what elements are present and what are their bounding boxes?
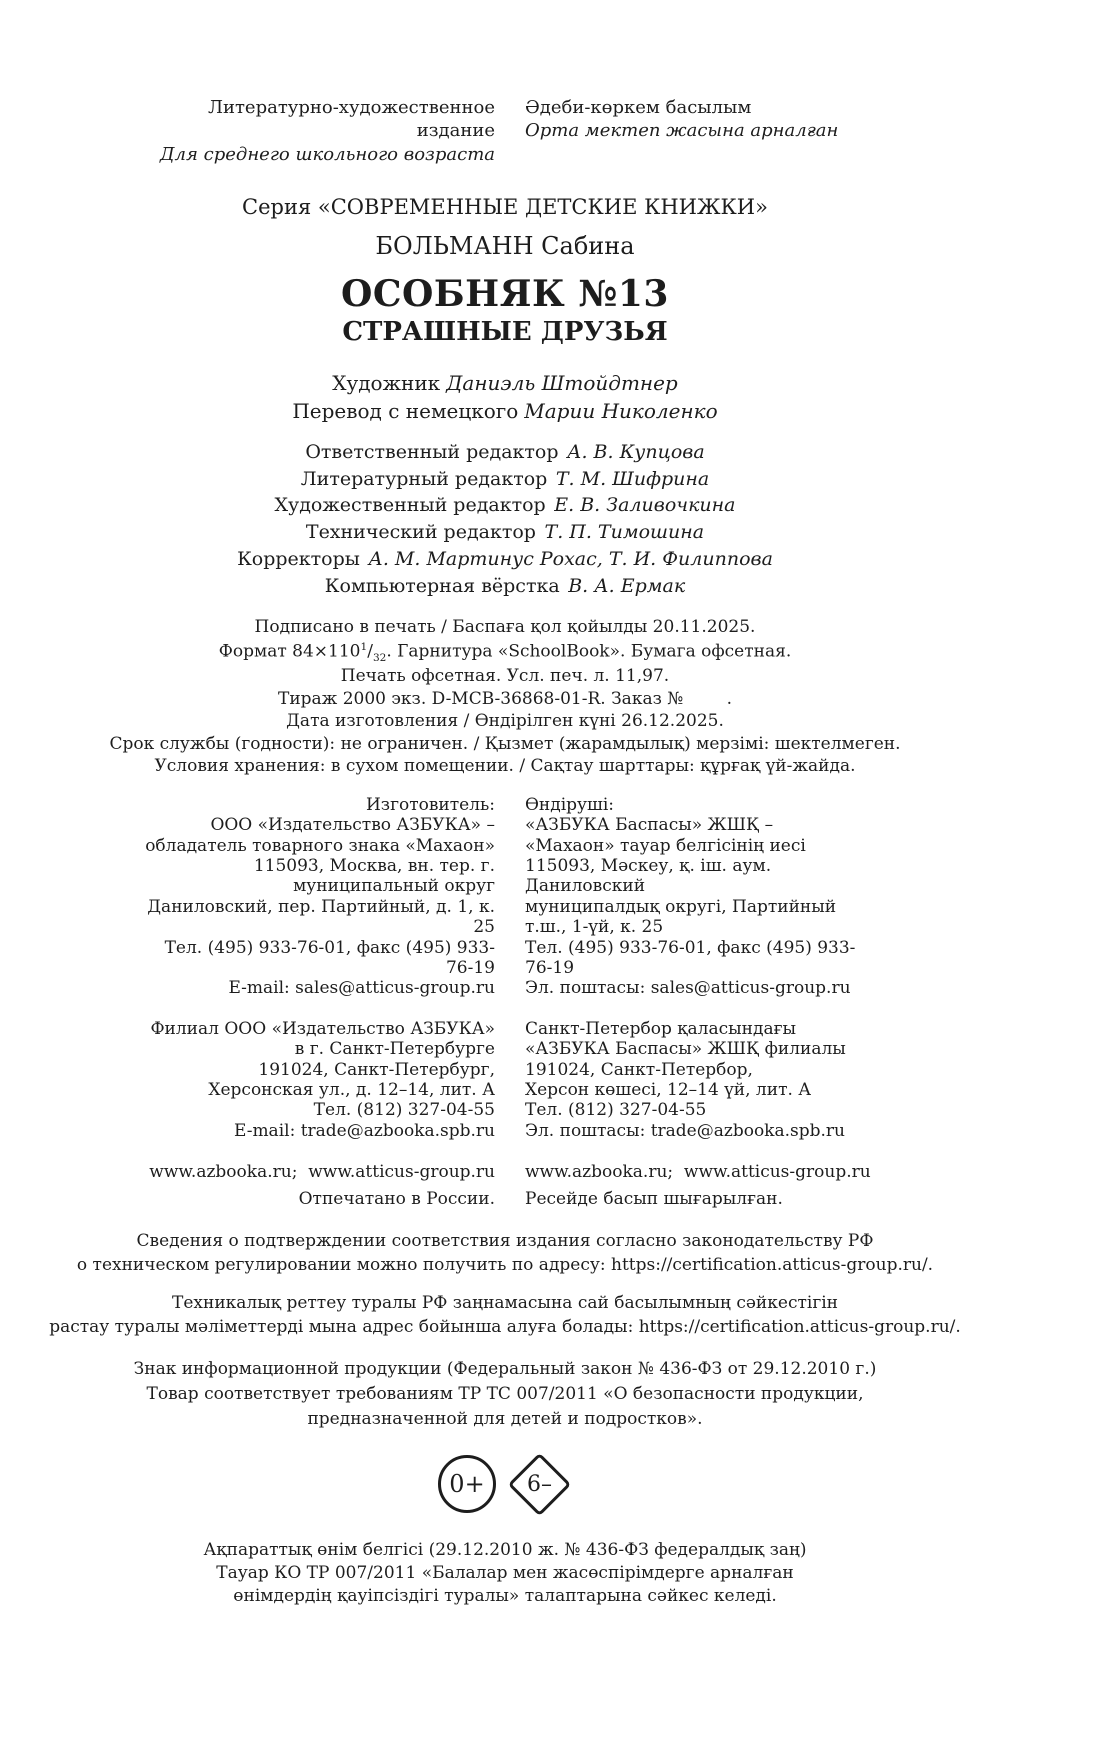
credit-role: Литературный редактор <box>300 467 548 490</box>
footer-kz-line: Ақпараттық өнім белгісі (29.12.2010 ж. № 436-ФЗ федералдық заң) <box>203 1540 807 1561</box>
credit-line <box>0 439 1010 466</box>
format-prefix: Формат 84×110 <box>218 641 361 662</box>
credit-role: Корректоры <box>237 548 360 571</box>
translator-line <box>0 397 1010 425</box>
maker-kz <box>525 795 882 999</box>
credit-name: Т. П. Тимошина <box>544 521 705 544</box>
age-mark-diamond-icon <box>506 1451 572 1517</box>
credit-line <box>0 546 1010 573</box>
branch-kz-phone: Тел. (812) 327-04-55 <box>525 1100 707 1121</box>
maker-kz-line: муниципалдық округі, Партийный т.ш., 1-үй, к. 25 <box>525 896 837 938</box>
credit-role: Компьютерная вёрстка <box>324 575 560 598</box>
branch-ru-phone: Тел. (812) 327-04-55 <box>313 1100 495 1121</box>
age-diamond-label: 6– <box>526 1471 552 1497</box>
book-title: ОСОБНЯК №13 <box>341 272 669 315</box>
printed-kz: Ресейде басып шығарылған. <box>525 1189 783 1210</box>
branch-kz-line: 191024, Санкт-Петербор, <box>525 1059 753 1080</box>
credit-name: Т. М. Шифрина <box>555 467 710 490</box>
maker-kz-email: Эл. поштасы: sales@atticus-group.ru <box>525 978 851 999</box>
series-title: Серия «СОВРЕМЕННЫЕ ДЕТСКИЕ КНИЖКИ» <box>242 195 768 220</box>
age-diamond-shape <box>507 1453 571 1517</box>
footer-kz-line: өнімдердің қауіпсіздігі туралы» талаптарына сәйкес келеді. <box>233 1586 777 1607</box>
print-offset-line: Печать офсетная. Усл. печ. л. 11,97. <box>340 666 670 687</box>
branch-ru-line: в г. Санкт-Петербурге <box>294 1039 495 1060</box>
format-numerator: 1 <box>360 640 368 653</box>
branch-ru-line: Филиал ООО «Издательство АЗБУКА» <box>150 1018 495 1039</box>
credit-line <box>0 573 1010 600</box>
maker-ru-phone: Тел. (495) 933-76-01, факс (495) 933-76-19 <box>164 937 495 978</box>
branch-kz-line: Херсон көшесі, 12–14 үй, лит. А <box>525 1079 812 1100</box>
print-data-block <box>0 618 1010 776</box>
credit-name: Е. В. Заливочкина <box>554 494 736 517</box>
age-rating-marks <box>0 1451 1010 1517</box>
text-block <box>0 96 1010 1608</box>
branch-kz-line: «АЗБУКА Баспасы» ЖШҚ филиалы <box>525 1039 846 1060</box>
branch-kz-line: Санкт-Петербор қаласындағы <box>525 1018 797 1039</box>
maker-ru-heading: Изготовитель: <box>365 794 495 815</box>
credits-block <box>0 439 1010 601</box>
certification-ru-line: Сведения о подтверждении соответствия издания согласно законодательству РФ <box>136 1231 874 1252</box>
printed-row <box>138 1188 882 1210</box>
credit-role: Ответственный редактор <box>305 440 559 463</box>
certification-ru <box>0 1230 1010 1278</box>
branch-ru <box>138 1019 495 1141</box>
branch-ru-line: Херсонская ул., д. 12–14, лит. А <box>208 1079 495 1100</box>
credit-line <box>0 519 1010 546</box>
certification-ru-line: о техническом регулировании можно получить по адресу: https://certification.atticus-group.ru/. <box>76 1255 934 1276</box>
maker-ru-line: обладатель товарного знака «Махаон» <box>145 835 495 856</box>
info-product-sign <box>0 1357 1010 1431</box>
credit-name: В. А. Ермак <box>568 575 686 598</box>
format-suffix: . Гарнитура «SchoolBook». Бумага офсетная. <box>386 641 792 662</box>
info-product-line: Знак информационной продукции (Федеральный закон № 436-ФЗ от 29.12.2010 г.) <box>133 1359 877 1380</box>
age-mark-circle-icon <box>438 1455 496 1513</box>
book-subtitle: СТРАШНЫЕ ДРУЗЬЯ <box>342 317 668 348</box>
age-circle-label: 0+ <box>449 1470 485 1499</box>
credit-line <box>0 492 1010 519</box>
artist-name: Даниэль Штойдтнер <box>446 370 678 395</box>
websites-kz: www.azbooka.ru; www.atticus-group.ru <box>525 1162 871 1183</box>
maker-ru-email: E-mail: sales@atticus-group.ru <box>228 978 495 999</box>
storage-line: Условия хранения: в сухом помещении. / Сақтау шарттары: құрғақ үй-жайда. <box>154 756 856 777</box>
certification-kz-line: Техникалық реттеу туралы РФ заңнамасына сай басылымның сәйкестігін <box>172 1292 838 1313</box>
branch-kz <box>525 1019 882 1141</box>
maker-kz-line: 115093, Мәскеу, қ. іш. аум. Даниловский <box>525 855 772 897</box>
credit-role: Художественный редактор <box>274 494 546 517</box>
info-product-line: Товар соответствует требованиям ТР ТС 007/2011 «О безопасности продукции, <box>146 1384 864 1405</box>
maker-kz-phone: Тел. (495) 933-76-01, факс (495) 933-76-19 <box>525 937 856 978</box>
edition-age-ru: Для среднего школьного возраста <box>159 143 495 165</box>
certification-kz <box>0 1292 1010 1340</box>
edition-type-ru: Литературно-художественное издание <box>207 97 495 142</box>
artist-label: Художник <box>332 370 441 395</box>
print-signed-line: Подписано в печать / Баспаға қол қойылды 20.11.2025. <box>254 617 756 638</box>
maker-kz-heading: Өндіруші: <box>525 794 615 815</box>
footer-kz-block <box>0 1539 1010 1608</box>
websites-ru: www.azbooka.ru; www.atticus-group.ru <box>149 1162 495 1183</box>
branch-ru-line: 191024, Санкт-Петербург, <box>258 1059 495 1080</box>
credit-name: А. М. Мартинус Рохас, Т. И. Филиппова <box>368 548 773 571</box>
format-slash: / <box>367 641 373 662</box>
maker-kz-line: «Махаон» тауар белгісінің иесі <box>525 835 806 856</box>
print-date-line: Дата изготовления / Өндірілген күні 26.12.2025. <box>286 711 724 732</box>
credit-line <box>0 466 1010 493</box>
certification-kz-line: растау туралы мәліметтерді мына адрес бойынша алуға болады: https://certification.atticus-group.ru/. <box>49 1316 961 1337</box>
edition-age-kz: Орта мектеп жасына арналған <box>525 120 839 142</box>
footer-kz-line: Тауар КО ТР 007/2011 «Балалар мен жасөспірімдерге арналған <box>216 1563 794 1584</box>
translator-label: Перевод с немецкого <box>292 398 519 423</box>
edition-header-ru <box>138 96 495 166</box>
maker-ru <box>138 795 495 999</box>
branch-kz-email: Эл. поштасы: trade@azbooka.spb.ru <box>525 1120 845 1141</box>
author-name: БОЛЬМАНН Сабина <box>375 232 635 261</box>
edition-header <box>138 96 882 166</box>
maker-ru-line: Даниловский, пер. Партийный, д. 1, к. 25 <box>147 896 495 938</box>
websites-row <box>138 1161 882 1183</box>
edition-type-kz: Әдеби-көркем басылым <box>525 97 752 118</box>
maker-kz-line: «АЗБУКА Баспасы» ЖШҚ – <box>525 815 774 836</box>
maker-ru-line: ООО «Издательство АЗБУКА» – <box>210 815 495 836</box>
branch-block <box>138 1019 882 1141</box>
print-format-line <box>0 641 1010 664</box>
maker-ru-line: 115093, Москва, вн. тер. г. муниципальный округ <box>253 855 495 897</box>
branch-ru-email: E-mail: trade@azbooka.spb.ru <box>233 1120 495 1141</box>
translator-name: Марии Николенко <box>524 398 718 423</box>
info-product-line: предназначенной для детей и подростков». <box>307 1408 703 1429</box>
byline-block <box>0 369 1010 425</box>
format-denominator: 32 <box>372 651 387 664</box>
edition-header-kz <box>525 96 882 166</box>
printed-ru: Отпечатано в России. <box>298 1189 495 1210</box>
credit-role: Технический редактор <box>305 521 536 544</box>
credit-name: А. В. Купцова <box>567 440 705 463</box>
print-run-line: Тираж 2000 экз. D-MCB-36868-01-R. Заказ № . <box>278 688 732 709</box>
artist-line <box>0 369 1010 397</box>
shelf-life-line: Срок службы (годности): не ограничен. / Қызмет (жарамдылық) мерзімі: шектелмеген. <box>109 733 901 754</box>
maker-block <box>138 795 882 999</box>
